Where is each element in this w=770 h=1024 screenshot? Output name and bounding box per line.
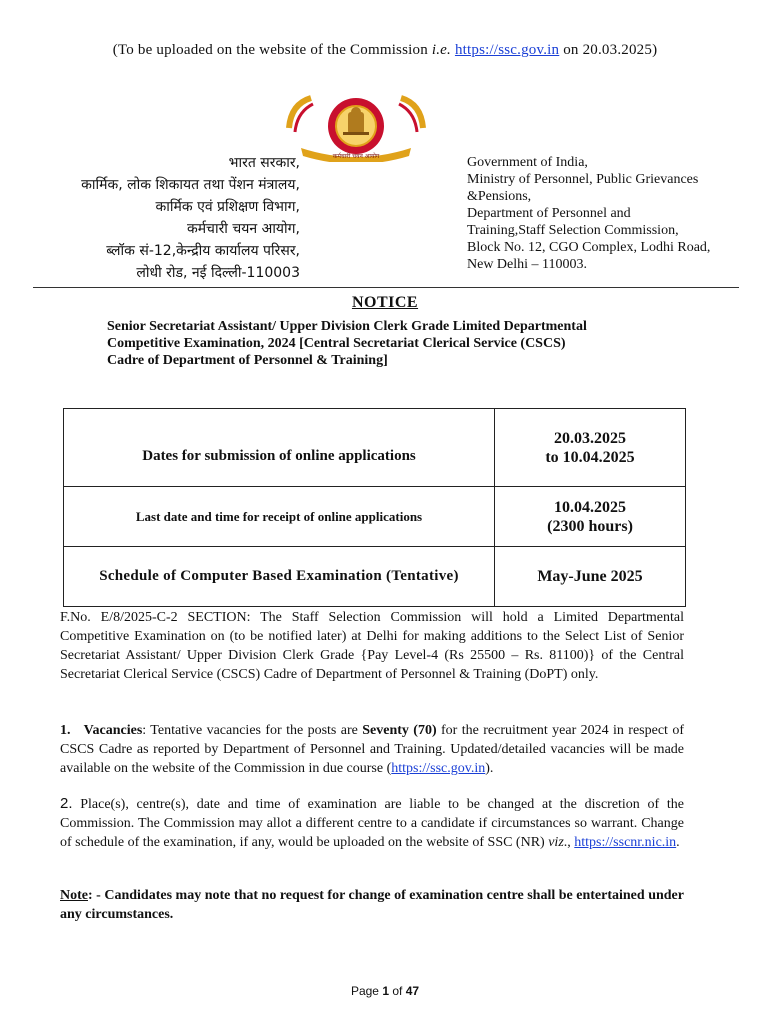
places-viz: viz (548, 835, 564, 850)
vacancies-text: for the recruitment year 2024 in respect of CSCS Cadre as reported by Department of Personnel and Training. Updated/detailed vacancies will be made available on the website of the Commission in due course ( (60, 723, 684, 776)
footer-text: of (389, 984, 406, 998)
footer-text: Page (350, 984, 383, 998)
places-text: . (676, 835, 680, 850)
vacancies-text: ). (485, 761, 494, 776)
vacancies-text: : Tentative vacancies for the posts are (142, 723, 363, 738)
english-line: &Pensions, (467, 189, 532, 204)
date-value-line: to 10.04.2025 (545, 448, 635, 466)
sscnr-website-link[interactable]: https://sscnr.nic.in (574, 835, 677, 850)
table-row (64, 547, 686, 607)
english-line: Block No. 12, CGO Complex, Lodhi Road, (467, 240, 711, 255)
places-number: 2. (60, 795, 73, 812)
hindi-line: कार्मिक एवं प्रशिक्षण विभाग, (155, 199, 300, 215)
date-value-line: 20.03.2025 (554, 429, 626, 447)
address-hindi (20, 152, 300, 284)
note-label: Note (60, 888, 88, 903)
hindi-line: ब्लॉक सं-12,केन्द्रीय कार्यालय परिसर, (106, 243, 300, 259)
current-page: 1 (382, 984, 389, 998)
date-value (495, 409, 686, 487)
date-value-line: 10.04.2025 (554, 498, 626, 516)
subject-line: Senior Secretariat Assistant/ Upper Division Clerk Grade Limited Departmental (107, 319, 587, 334)
total-pages: 47 (405, 984, 420, 998)
ssc-website-link[interactable]: https://ssc.gov.in (391, 761, 486, 776)
notice-subject (107, 318, 652, 369)
date-label: Schedule of Computer Based Examination (Tentative) (64, 547, 495, 607)
paragraph-fno: F.No. E/8/2025-C-2 SECTION: The Staff Selection Commission will hold a Limited Departmental Competitive Examination on (to be notified later) at Delhi for making additions to the Select List of Senior Secretariat Assistant/ Upper Division Clerk Grade {Pay Level-4 (Rs 25500 – Rs. 81100)} of the Central Secretariat Clerical Service (CSCS) Cadre of Department of Personnel & Training (DoPT) only. (60, 610, 684, 682)
vacancies-heading: Vacancies (83, 723, 143, 738)
vacancies-count: Seventy (70) (362, 723, 437, 738)
english-line: Training,Staff Selection Commission, (467, 223, 679, 238)
date-label: Dates for submission of online applications (64, 409, 495, 487)
places-text: Place(s), centre(s), date and time of examination are liable to be changed at the discretion of the Commission. The Commission may allot a different centre to a candidate if circumstances so warrant. Change of schedule of the examination, if any, would be uploaded on the website of SSC (NR) (60, 797, 684, 850)
date-label: Last date and time for receipt of online applications (64, 487, 495, 547)
date-value-line: (2300 hours) (547, 517, 633, 535)
upload-note: (To be uploaded on the website of the Commission i.e. https://ssc.gov.in on 20.03.2025) (112, 42, 658, 58)
places-text: ., (563, 835, 575, 850)
vacancies-number: 1. (60, 723, 71, 738)
english-line: Department of Personnel and (467, 206, 631, 221)
paragraph-vacancies (60, 721, 684, 778)
address-english (467, 154, 762, 273)
date-value-line: May-June 2025 (537, 568, 643, 585)
english-line: Government of India, (467, 155, 588, 170)
english-line: Ministry of Personnel, Public Grievances (467, 172, 699, 187)
page-footer (0, 984, 770, 998)
hindi-line: लोधी रोड, नई दिल्ली-110003 (136, 265, 300, 281)
note-text: : - Candidates may note that no request for change of examination centre shall be entertained under any circumstances. (60, 888, 684, 922)
subject-line: Cadre of Department of Personnel & Training] (107, 353, 388, 368)
dates-table (63, 408, 686, 607)
table-row (64, 487, 686, 547)
subject-line: Competitive Examination, 2024 [Central Secretariat Clerical Service (CSCS) (107, 336, 566, 351)
logo-text: कर्मचारी चयन आयोग (332, 153, 380, 160)
header-divider (33, 287, 739, 288)
ssc-emblem-logo (283, 92, 429, 162)
paragraph-note (60, 886, 684, 924)
english-line: New Delhi – 110003. (467, 257, 588, 272)
hindi-line: भारत सरकार, (228, 155, 300, 171)
table-row (64, 409, 686, 487)
hindi-line: कर्मचारी चयन आयोग, (186, 221, 300, 237)
date-value (495, 487, 686, 547)
date-value (495, 547, 686, 607)
paragraph-places (60, 794, 684, 852)
ssc-website-link[interactable]: https://ssc.gov.in (454, 42, 560, 58)
notice-title: NOTICE (351, 294, 419, 311)
hindi-line: कार्मिक, लोक शिकायत तथा पेंशन मंत्रालय, (81, 177, 300, 193)
